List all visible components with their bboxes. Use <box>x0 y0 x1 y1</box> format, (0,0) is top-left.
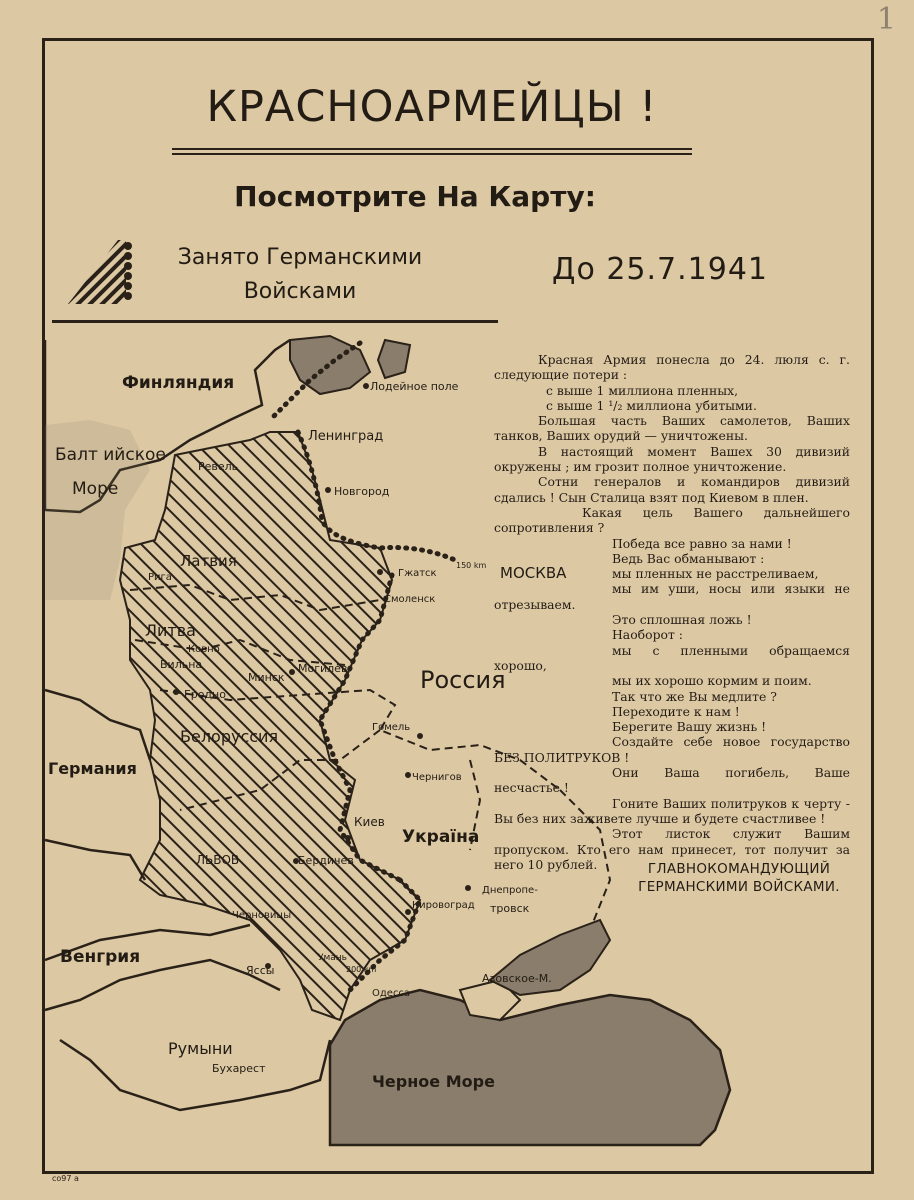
label-kiev: Киев <box>354 815 385 829</box>
label-gomel: Гомель <box>372 722 411 733</box>
label-dnepropetrovsk-1: Днепропе- <box>482 885 538 896</box>
legend-line-1: Занято Германскими <box>177 245 423 270</box>
paragraph-2: с выше 1 миллиона пленных, <box>546 382 739 398</box>
label-chernigov: Чернигов <box>412 772 462 783</box>
label-bucharest: Бухарест <box>212 1062 266 1075</box>
label-novgorod: Новгород <box>334 485 390 498</box>
leaflet-subtitle: Посмотрите На Карту: <box>234 180 596 213</box>
paragraph-22: Этот листок служит Вашим пропуском. Кто его нам принесет, тот получит за него 10 рублей. <box>494 826 850 872</box>
paragraph-20: Они Ваша погибель, Ваше несчастье ! <box>494 765 850 796</box>
label-odessa: Одесса <box>372 988 411 999</box>
label-lithuania: Литва <box>145 621 196 640</box>
paragraph-3: с выше 1 ¹/₂ миллиона убитыми. <box>546 397 757 413</box>
label-kirovograd: Кировоград <box>412 900 475 911</box>
label-berdichev: Бердичев <box>298 854 354 867</box>
label-gzhatsk: Гжатск <box>398 568 437 579</box>
leaflet-text <box>494 352 850 872</box>
paragraph-1: Красная Армия понесла до 24. люля с. г. следующие потери : <box>494 352 850 383</box>
signature-line-2: ГЕРМАНСКИМИ ВОЙСКАМИ. <box>638 879 840 895</box>
label-finland: Финляндия <box>122 373 235 393</box>
paragraph-7: Какая цель Вашего дальнейшего сопротивления ? <box>494 504 850 536</box>
label-riga: Рига <box>148 572 172 583</box>
label-kovno: Ковно <box>188 644 220 655</box>
label-hungary: Венгрия <box>60 947 141 967</box>
signature-line-1: ГЛАВНОКОМАНДУЮЩИЙ <box>647 861 831 877</box>
label-yassy: Яссы <box>246 964 275 977</box>
black-sea <box>330 990 730 1145</box>
label-lvov: ЛЬВОВ <box>196 853 240 867</box>
paragraph-19: Создайте себе новое государство БЕЗ ПОЛИТРУКОВ ! <box>494 734 850 765</box>
paragraph-21: Гоните Ваших политруков к черту - Вы без них заживете лучше и будете счастливее ! <box>494 795 850 826</box>
label-distance-150: 150 km <box>456 561 487 570</box>
label-mogilev: Могилев <box>298 662 348 675</box>
label-romania: Румыни <box>168 1039 233 1058</box>
label-azov: Азовское-М. <box>482 972 552 985</box>
page-number-mark: 1 <box>876 2 896 37</box>
label-smolensk: Смоленск <box>384 594 436 605</box>
label-baltic-sea-1: Балт ийское <box>55 445 166 465</box>
paragraph-16: Так что же Вы медлите ? <box>612 688 777 704</box>
map-date: До 25.7.1941 <box>552 252 769 287</box>
label-black-sea: Черное Море <box>372 1072 495 1091</box>
label-vilna: Вильна <box>160 658 203 671</box>
label-uman: Умань <box>318 953 347 963</box>
paragraph-5: В настоящий момент Вашех 30 дивизий окружены ; им грозит полное уничтожение. <box>494 443 850 475</box>
label-distance-200: 200 km <box>346 965 377 974</box>
paragraph-8: Победа все равно за нами ! <box>612 535 792 551</box>
paragraph-10: мы пленных не расстреливаем, <box>612 566 819 582</box>
label-germany: Германия <box>48 759 137 778</box>
paragraph-18: Берегите Вашу жизнь ! <box>612 719 767 735</box>
paragraph-14: мы с пленными обращаемся хорошо, <box>494 642 850 673</box>
label-ukraina: Украïна <box>402 827 480 847</box>
print-code: co97 a <box>52 1174 79 1183</box>
label-leningrad: Ленинград <box>308 429 384 444</box>
label-revel: Ревель <box>198 460 239 473</box>
paragraph-15: мы их хорошо кормим и поим. <box>612 673 812 689</box>
paragraph-17: Переходите к нам ! <box>612 703 740 719</box>
paragraph-13: Наоборот : <box>612 627 683 643</box>
paragraph-12: Это сплошная ложь ! <box>612 612 752 628</box>
legend-line-2: Войсками <box>243 279 357 304</box>
label-minsk: Минск <box>248 671 285 684</box>
paragraph-11: мы им уши, носы или языки не отрезываем. <box>494 581 850 612</box>
paragraph-4: Большая часть Ваших самолетов, Ваших танков, Ваших орудий — уничтожены. <box>494 413 850 444</box>
signature-block <box>620 860 858 896</box>
label-baltic-sea-2: Море <box>72 479 119 499</box>
label-grodno: Гродно <box>184 688 226 701</box>
label-moscow: МОСКВА <box>500 564 567 582</box>
label-belorussia: Белоруссия <box>180 727 279 746</box>
paragraph-6: Сотни генералов и командиров дивизий сдались ! Сын Сталица взят под Киевом в плен. <box>494 474 850 505</box>
label-latvia: Латвия <box>180 552 237 570</box>
label-chernovitsy: Черновицы <box>232 910 292 921</box>
paragraph-9: Ведь Вас обманывают : <box>612 550 765 566</box>
lake-onega <box>378 340 410 378</box>
label-lodeynoe-pole: Лодейное поле <box>370 380 459 393</box>
leaflet-title: КРАСНОАРМЕЙЦЫ ! <box>206 82 658 132</box>
label-dnepropetrovsk-2: тровск <box>490 902 530 915</box>
label-russia: Россия <box>420 666 506 694</box>
